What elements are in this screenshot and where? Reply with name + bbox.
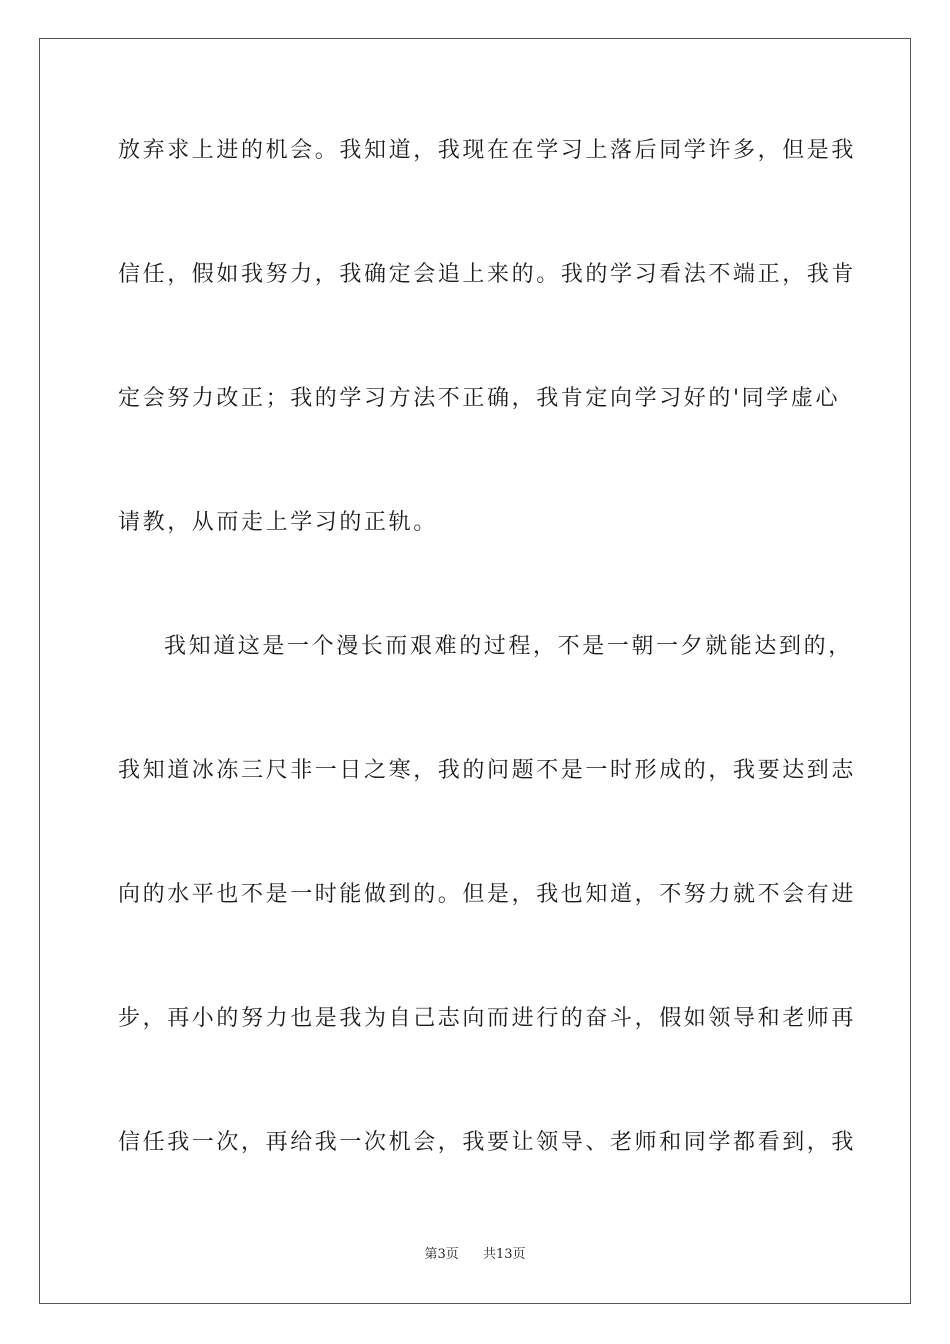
text-line: 我知道冰冻三尺非一日之寒，我的问题不是一时形成的，我要达到志 (118, 758, 857, 783)
total-page-count: 共13页 (483, 1247, 526, 1262)
current-page-number: 第3页 (424, 1247, 459, 1262)
text-line: 定会努力改正；我的学习方法不正确，我肯定向学习好的'同学虚心 (118, 386, 841, 411)
paragraph-start-line: 我知道这是一个漫长而艰难的过程，不是一朝一夕就能达到的， (164, 634, 853, 659)
text-line: 请教，从而走上学习的正轨。 (118, 510, 438, 535)
text-line: 向的水平也不是一时能做到的。但是，我也知道，不努力就不会有进 (118, 882, 857, 907)
text-line: 步，再小的努力也是我为自己志向而进行的奋斗，假如领导和老师再 (118, 1006, 857, 1031)
text-line: 信任，假如我努力，我确定会追上来的。我的学习看法不端正，我肯 (118, 262, 857, 287)
page-footer (0, 1246, 950, 1264)
text-line: 放弃求上进的机会。我知道，我现在在学习上落后同学许多，但是我 (118, 138, 857, 163)
text-line: 信任我一次，再给我一次机会，我要让领导、老师和同学都看到，我 (118, 1130, 857, 1155)
page-border (39, 38, 911, 1304)
